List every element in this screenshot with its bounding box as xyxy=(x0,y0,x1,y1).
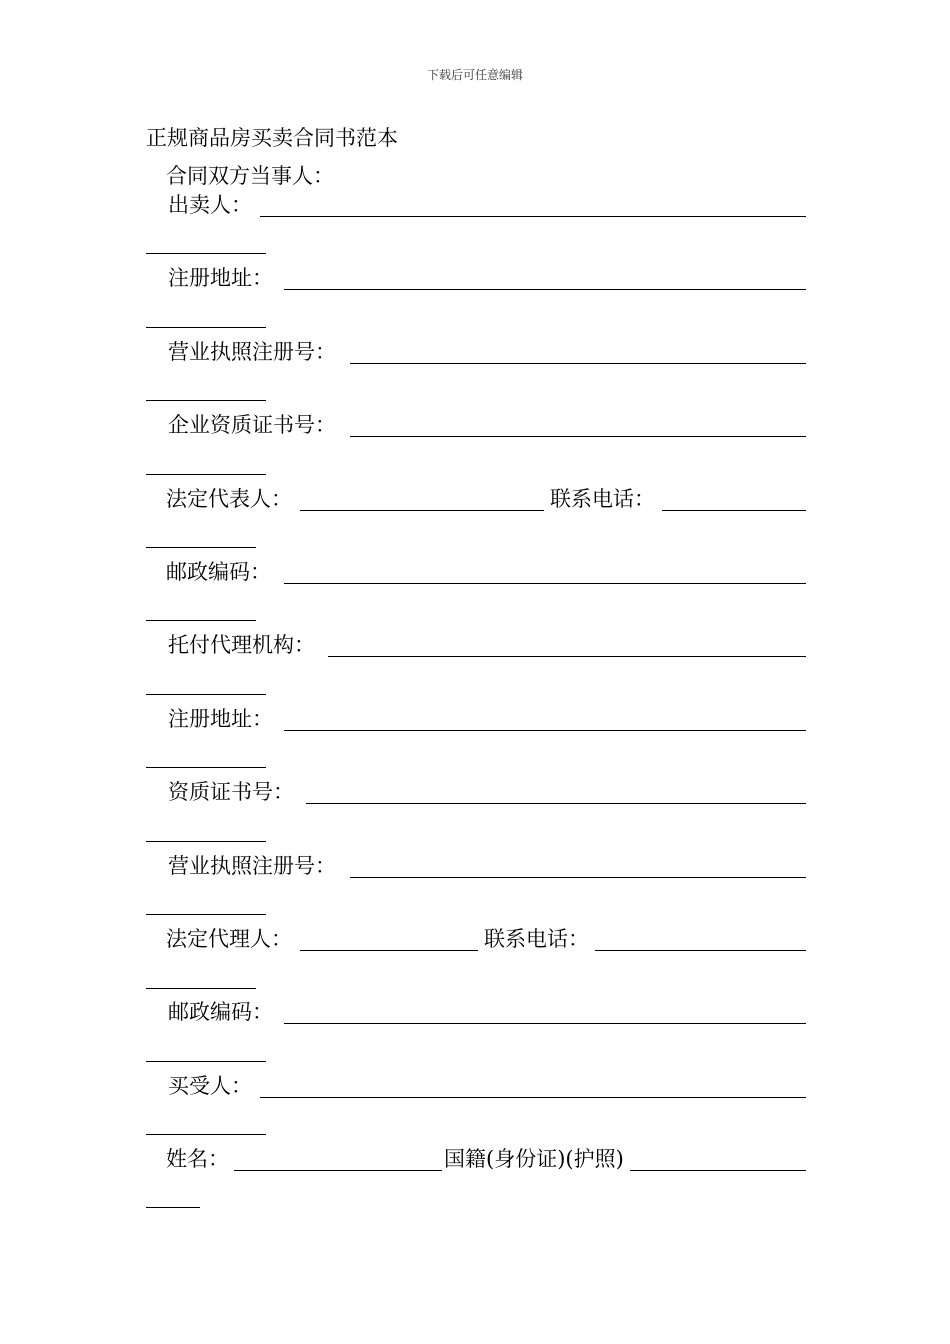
field-seller-license xyxy=(146,329,806,369)
seller-license-input-line[interactable] xyxy=(350,363,806,364)
field-seller-qualification xyxy=(146,402,806,442)
agency-license-input-line[interactable] xyxy=(350,877,806,878)
field-agency-address xyxy=(146,696,806,736)
field-label-phone: 联系电话： xyxy=(550,487,655,511)
buyer-name-input-line[interactable] xyxy=(234,1170,442,1171)
field-label: 注册地址： xyxy=(168,266,273,290)
field-label: 出卖人： xyxy=(168,193,252,217)
field-label: 买受人： xyxy=(168,1074,252,1098)
field-buyer xyxy=(146,1063,806,1103)
agency-qualification-input-line[interactable] xyxy=(306,803,806,804)
seller-phone-input-line[interactable] xyxy=(662,510,806,511)
seller-input-line-continued[interactable] xyxy=(146,253,266,254)
field-seller-postcode xyxy=(146,549,806,589)
agency-input-line[interactable] xyxy=(328,656,806,657)
field-label: 资质证书号： xyxy=(168,780,294,804)
field-agency-license xyxy=(146,843,806,883)
field-seller-representative xyxy=(146,476,806,516)
field-label: 营业执照注册号： xyxy=(168,340,336,364)
agency-address-input-line-continued[interactable] xyxy=(146,767,266,768)
seller-postcode-input-line[interactable] xyxy=(284,583,806,584)
field-label: 法定代理人： xyxy=(166,927,292,951)
field-label: 托付代理机构： xyxy=(168,633,315,657)
field-label: 姓名： xyxy=(166,1147,229,1171)
field-agency-representative xyxy=(146,916,806,956)
agency-input-line-continued[interactable] xyxy=(146,694,266,695)
field-agency xyxy=(146,622,806,662)
seller-input-line[interactable] xyxy=(260,216,806,217)
seller-address-input-line-continued[interactable] xyxy=(146,327,266,328)
agency-representative-input-line[interactable] xyxy=(300,950,478,951)
field-seller xyxy=(146,182,806,222)
buyer-input-line[interactable] xyxy=(260,1097,806,1098)
seller-qualification-input-line[interactable] xyxy=(350,436,806,437)
field-label: 企业资质证书号： xyxy=(168,413,336,437)
agency-address-input-line[interactable] xyxy=(284,730,806,731)
page-header: 下载后可任意编辑 xyxy=(426,68,523,82)
document-title: 正规商品房买卖合同书范本 xyxy=(146,126,398,150)
field-seller-address xyxy=(146,255,806,295)
seller-qualification-input-line-continued[interactable] xyxy=(146,474,266,475)
field-agency-postcode xyxy=(146,989,806,1029)
agency-postcode-input-line-continued[interactable] xyxy=(146,1061,266,1062)
field-buyer-name xyxy=(146,1136,806,1176)
field-label: 法定代表人： xyxy=(166,487,292,511)
agency-license-input-line-continued[interactable] xyxy=(146,914,266,915)
seller-address-input-line[interactable] xyxy=(284,289,806,290)
field-agency-qualification xyxy=(146,769,806,809)
representative-input-line[interactable] xyxy=(300,510,544,511)
agency-phone-input-line[interactable] xyxy=(595,950,806,951)
field-label: 营业执照注册号： xyxy=(168,854,336,878)
field-label-phone: 联系电话： xyxy=(484,927,589,951)
parties-heading: 合同双方当事人： xyxy=(166,164,334,188)
field-label: 注册地址： xyxy=(168,707,273,731)
buyer-input-line-continued[interactable] xyxy=(146,1134,266,1135)
field-label: 邮政编码： xyxy=(168,1000,273,1024)
seller-license-input-line-continued[interactable] xyxy=(146,400,266,401)
agency-postcode-input-line[interactable] xyxy=(284,1023,806,1024)
seller-postcode-input-line-continued[interactable] xyxy=(146,620,256,621)
buyer-id-input-line[interactable] xyxy=(630,1170,806,1171)
buyer-id-input-line-continued[interactable] xyxy=(146,1207,200,1208)
field-label-nationality: 国籍(身份证)(护照) xyxy=(444,1147,624,1171)
agency-qualification-input-line-continued[interactable] xyxy=(146,841,266,842)
seller-phone-input-line-continued[interactable] xyxy=(146,547,256,548)
field-label: 邮政编码： xyxy=(166,560,271,584)
